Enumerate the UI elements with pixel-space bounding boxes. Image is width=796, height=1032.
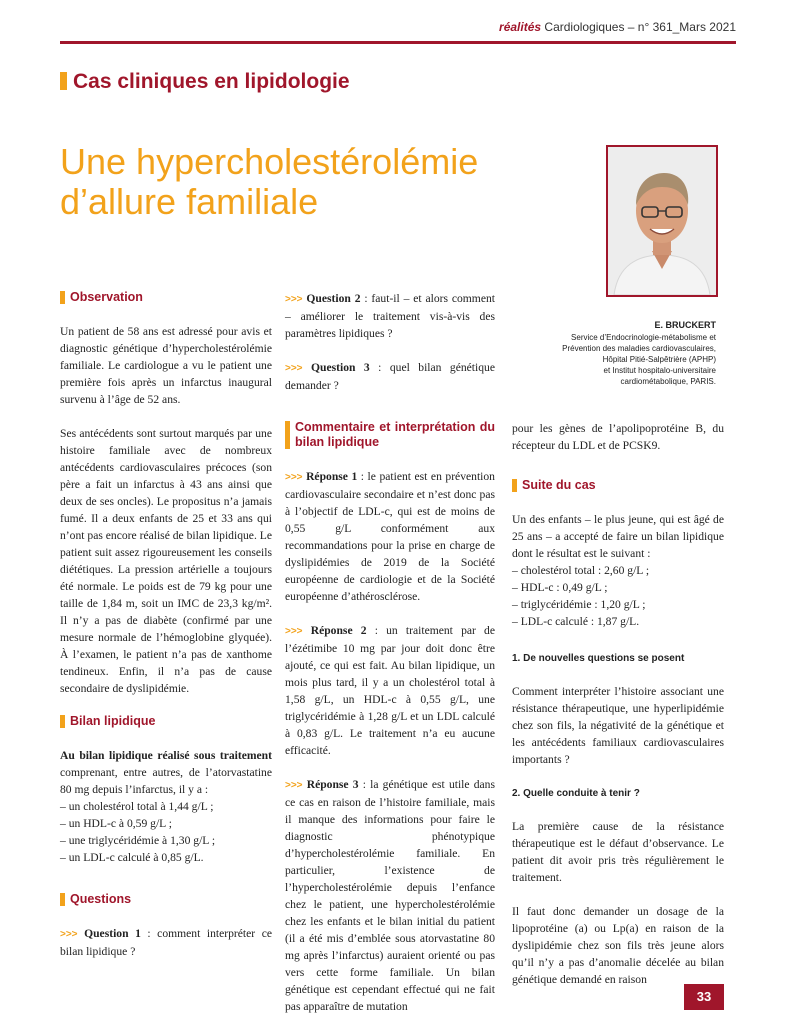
answer-label: Réponse 2 [310,624,367,637]
author-photo [606,145,718,297]
text-run: : comment interpréter ce bilan lipidique ? [60,927,272,958]
journal-brand: réalités [499,20,542,34]
heading-bilan-lipidique: Bilan lipidique [60,714,272,729]
paragraph [285,290,495,342]
paragraph [60,747,272,798]
journal-issue: Cardiologiques – n° 361_Mars 2021 [544,20,736,34]
paragraph [285,622,495,759]
list-item: – une triglycéridémie à 1,30 g/L ; [60,834,216,847]
paragraph: Un patient de 58 ans est adressé pour avis et diagnostic génétique d’hypercholestérolémie familiale. Le cardiologue a vu le patient une première fois après un infarctus inaugural survenu à l’âge de 52 ans. [60,325,272,406]
journal-header [499,20,736,34]
paragraph [285,468,495,605]
list-item: – triglycéridémie : 1,20 g/L ; [512,598,646,611]
affiliation-line: Hôpital Pitié-Salpêtrière (APHP) [602,355,716,364]
arrows-marker: >>> [285,780,303,791]
page-number: 33 [684,984,724,1010]
arrows-marker: >>> [285,626,303,637]
answer-label: Réponse 3 [306,778,359,791]
arrows-marker: >>> [285,294,303,305]
answer-label: Réponse 1 [306,470,358,483]
column-3 [512,420,724,1005]
text-run: : un traitement par de l’ézétimibe 10 mg par jour doit donc être ajouté, ce qui est fait. Au bilan lipidique, un mois plus tard, il y a un cholestérol total à 1,58 g/L, un HDL-c à 0,55 g/L, une triglycéridémie à 1,28 g/L et un LDL calculé à 0,83 g/L. Le traitement n’a eu aucune efficacité. [285,624,495,757]
subheading-questions: 1. De nouvelles questions se posent [512,653,685,664]
bold-lead: Au bilan lipidique réalisé sous traitement [60,749,272,762]
text-run: : la génétique est utile dans ce cas en raison de l’histoire familiale, mais il manque des informations pour faire le diagnostic phénotypique d’hypercholestérolémie familiale. En particulier, l’existence de l’hypercholestérolémie depuis l’enfance chez le patient, une hypercholestérolémie chez les enfants et le bilan initial du patient (il a été mis d’emblée sous atorvastatine 80 mg après l’infarctus) auraient orienté ou pas vers cette forme familiale. Un bilan génétique est cependant effectué qui ne fait pas apparaître de mutation [285,778,495,1013]
heading-suite-du-cas: Suite du cas [512,478,724,493]
question-label: Question 1 [84,927,141,940]
paragraph [285,776,495,1015]
list-item: – LDL-c calculé : 1,87 g/L. [512,615,640,628]
paragraph: Ses antécédents sont surtout marqués par une histoire familiale avec de nombreux antécédents cardiovasculaires précoces (son père a fait un infarctus à 43 ans ainsi que deux de ses oncles). Le propositus n’a jamais fumé. Il a deux enfants de 25 et 33 ans qui n’ont pas encore réalisé de bilan lipidique. Le patient suit assez rigoureusement les conseils diététiques. La pression artérielle a toujours été normale. Le poids est de 79 kg pour une taille de 1,84 m, soit un IMC de 23,3 kg/m². Il n’y a pas de diabète (confirmé par une mesure normale de l’hémoglobine glyquée). À l’examen, le patient n’a pas de xanthome tendineux. Enfin, il n’a pas de cause secondaire de dyslipidémie. [60,427,272,695]
column-2 [285,290,495,1032]
list-item: – un HDL-c à 0,59 g/L ; [60,817,172,830]
text-run: : quel bilan génétique demander ? [285,361,495,392]
author-portrait-image [608,147,716,295]
article-title [60,142,580,222]
question-label: Question 2 [306,292,361,305]
heading-observation: Observation [60,290,272,305]
paragraph: pour les gènes de l’apolipoprotéine B, du récepteur du LDL et de PCSK9. [512,422,724,452]
affiliation-line: Prévention des maladies cardiovasculaires, [562,344,716,353]
list-item: – un LDL-c calculé à 0,85 g/L. [60,851,204,864]
affiliation-line: cardiométabolique, PARIS. [620,377,716,386]
heading-questions: Questions [60,892,272,907]
rubric-marker [60,72,67,90]
list-item: – HDL-c : 0,49 g/L ; [512,581,608,594]
author-affiliation [490,320,716,387]
text-run: comprenant, entre autres, de l’atorvastatine 80 mg depuis l’infarctus, il y a : [60,766,272,796]
title-line-1: Une hypercholestérolémie [60,141,479,182]
heading-commentaire: Commentaire et interprétation du bilan lipidique [285,420,495,450]
section-rubric [60,70,350,94]
arrows-marker: >>> [285,472,303,483]
question-label: Question 3 [311,361,370,374]
list-item: – un cholestérol total à 1,44 g/L ; [60,800,214,813]
paragraph [285,359,495,394]
paragraph: La première cause de la résistance thérapeutique est le défaut d’observance. Le patient dit avoir pris très régulièrement le traitement. [512,820,724,884]
affiliation-line: et Institut hospitalo-universitaire [603,366,716,375]
paragraph: Il faut donc demander un dosage de la lipoprotéine (a) ou Lp(a) en raison de la dyslipidémie chez son fils très jeune alors qu’il n’y a pas d’anomalie décelée au bilan génétique demandé en raison [512,905,724,986]
text-run: : faut-il – et alors comment – améliorer le traitement vis-à-vis des paramètres lipidiques ? [285,292,495,340]
paragraph: Un des enfants – le plus jeune, qui est âgé de 25 ans – a accepté de faire un bilan lipidique dont le résultat est le suivant : [512,513,724,560]
author-name: E. BRUCKERT [654,320,716,330]
arrows-marker: >>> [285,363,303,374]
title-line-2: d’allure familiale [60,181,319,222]
list-item: – cholestérol total : 2,60 g/L ; [512,564,650,577]
column-1 [60,290,272,977]
affiliation-line: Service d’Endocrinologie-métabolisme et [571,333,716,342]
subheading-conduite: 2. Quelle conduite à tenir ? [512,788,640,799]
header-rule [60,41,736,44]
arrows-marker: >>> [60,929,78,940]
paragraph [60,925,272,960]
paragraph: Comment interpréter l’histoire associant une résistance thérapeutique, une hyperlipidémie chez son fils, la négativité de la génétique et les antécédents familiaux cardiovasculaires importants ? [512,685,724,766]
text-run: : le patient est en prévention cardiovasculaire secondaire et n’est donc pas à l’objectif de LDL-c, qui est de moins de 0,55 g/L conformément aux recommandations pour la prise en charge de dyslipidémies de 2019 de la Société européenne de cardiologie et de la Société européenne d’athérosclérose. [285,470,495,603]
rubric-label: Cas cliniques en lipidologie [73,70,350,93]
